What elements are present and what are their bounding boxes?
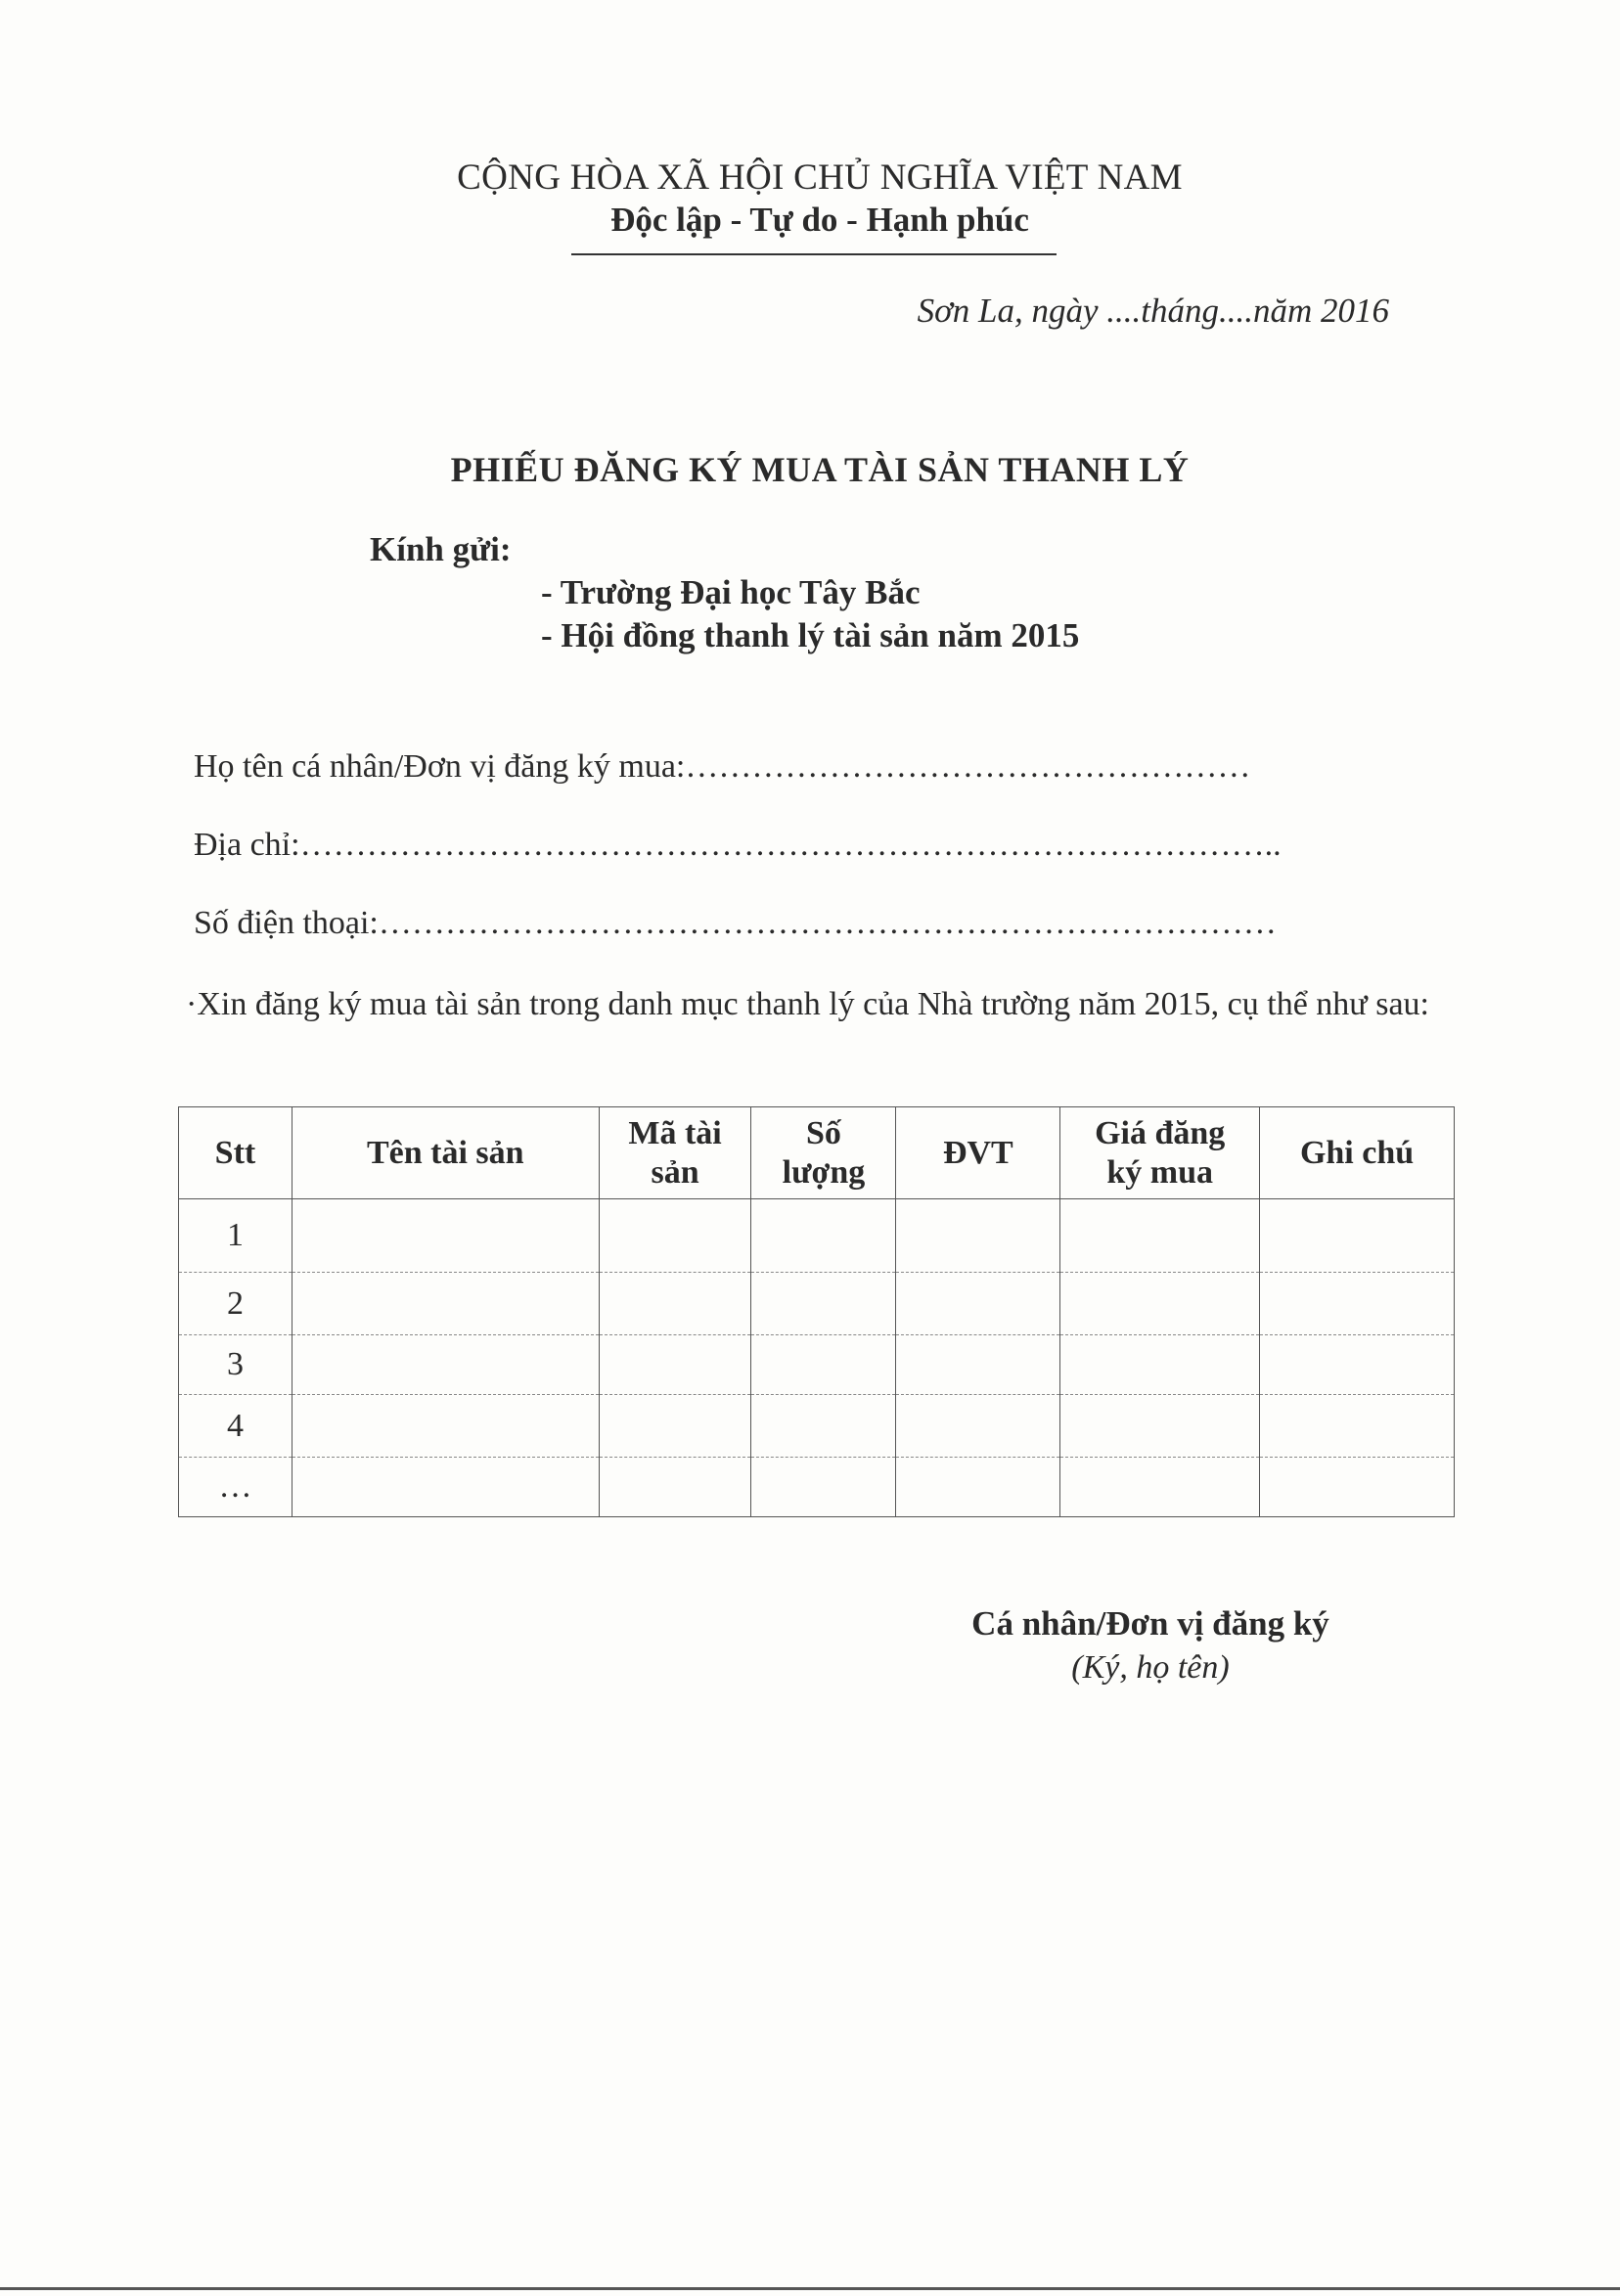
cell-quantity — [751, 1199, 896, 1273]
cell-asset-code — [599, 1273, 751, 1335]
table-row — [179, 1273, 1455, 1335]
salutation-label: Kính gửi: — [370, 530, 512, 568]
table-header-row — [179, 1107, 1455, 1199]
scan-edge-line — [0, 2287, 1620, 2290]
cell-asset-name — [292, 1335, 599, 1395]
cell-asset-name — [292, 1395, 599, 1458]
recipient-university: - Trường Đại học Tây Bắc — [541, 573, 921, 611]
cell-quantity — [751, 1395, 896, 1458]
place-date: Sơn La, ngày ....tháng....năm 2016 — [917, 292, 1389, 330]
cell-quantity — [751, 1458, 896, 1517]
address-field: Địa chỉ:…………………………………………………………………………….. — [194, 827, 1282, 863]
cell-asset-name — [292, 1199, 599, 1273]
cell-asset-code — [599, 1335, 751, 1395]
name-field: Họ tên cá nhân/Đơn vị đăng ký mua:…………………………………………… — [194, 748, 1251, 785]
national-motto: Độc lập - Tự do - Hạnh phúc — [610, 201, 1029, 239]
form-title: PHIẾU ĐĂNG KÝ MUA TÀI SẢN THANH LÝ — [450, 450, 1190, 489]
col-header-quantity — [751, 1107, 896, 1199]
national-title: CỘNG HÒA XÃ HỘI CHỦ NGHĨA VIỆT NAM — [457, 158, 1183, 198]
cell-asset-code — [599, 1458, 751, 1517]
cell-unit — [896, 1395, 1060, 1458]
col-header-note: Ghi chú — [1260, 1107, 1455, 1199]
row-number: 3 — [179, 1335, 292, 1395]
asset-code-line1: Mã tài — [628, 1114, 722, 1151]
col-header-asset-code — [599, 1107, 751, 1199]
table-row — [179, 1458, 1455, 1517]
cell-asset-code — [599, 1395, 751, 1458]
cell-asset-code — [599, 1199, 751, 1273]
cell-quantity — [751, 1335, 896, 1395]
col-header-stt: Stt — [179, 1107, 292, 1199]
price-line2: ký mua — [1106, 1153, 1214, 1191]
cell-asset-name — [292, 1458, 599, 1517]
recipient-council: - Hội đồng thanh lý tài sản năm 2015 — [541, 616, 1080, 654]
cell-price — [1060, 1199, 1260, 1273]
cell-unit — [896, 1199, 1060, 1273]
motto-underline — [571, 253, 1057, 255]
asset-table — [178, 1106, 1455, 1517]
cell-note — [1260, 1273, 1455, 1335]
col-header-price — [1060, 1107, 1260, 1199]
cell-note — [1260, 1395, 1455, 1458]
table-row — [179, 1199, 1455, 1273]
quantity-line2: lượng — [782, 1153, 866, 1191]
cell-note — [1260, 1458, 1455, 1517]
cell-asset-name — [292, 1273, 599, 1335]
quantity-line1: Số — [805, 1114, 841, 1151]
col-header-asset-name: Tên tài sản — [292, 1107, 599, 1199]
cell-unit — [896, 1273, 1060, 1335]
table-row — [179, 1395, 1455, 1458]
cell-quantity — [751, 1273, 896, 1335]
cell-note — [1260, 1335, 1455, 1395]
cell-price — [1060, 1458, 1260, 1517]
request-paragraph: ·Xin đăng ký mua tài sản trong danh mục thanh lý của Nhà trường năm 2015, cụ thể như sau: — [186, 986, 1429, 1022]
cell-unit — [896, 1335, 1060, 1395]
asset-code-line2: sản — [651, 1153, 699, 1191]
cell-price — [1060, 1273, 1260, 1335]
row-number: 1 — [179, 1199, 292, 1273]
cell-unit — [896, 1458, 1060, 1517]
phone-field: Số điện thoại:……………………………………………………………………… — [194, 905, 1277, 941]
signature-note: (Ký, họ tên) — [1071, 1649, 1230, 1686]
row-number: 4 — [179, 1395, 292, 1458]
row-number: 2 — [179, 1273, 292, 1335]
cell-note — [1260, 1199, 1455, 1273]
cell-price — [1060, 1335, 1260, 1395]
col-header-unit: ĐVT — [896, 1107, 1060, 1199]
signature-title: Cá nhân/Đơn vị đăng ký — [971, 1604, 1329, 1643]
table-row — [179, 1335, 1455, 1395]
cell-price — [1060, 1395, 1260, 1458]
price-line1: Giá đăng — [1095, 1114, 1226, 1151]
row-number: … — [179, 1458, 292, 1517]
